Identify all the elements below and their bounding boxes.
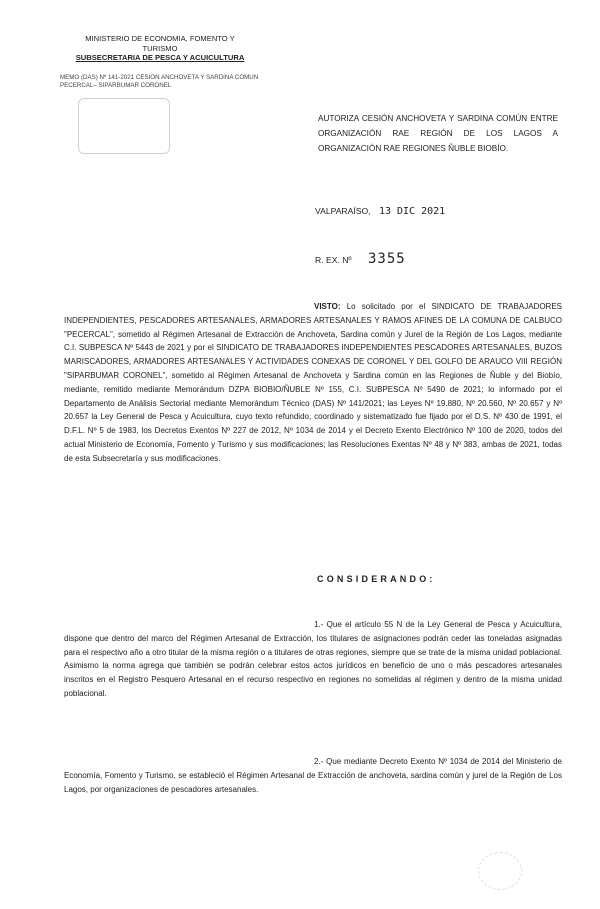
visto-label: VISTO: [314, 302, 341, 311]
memo-reference: MEMO (DAS) Nº 141-2021 CESION ANCHOVETA Y SARDINA COMUN PECERCAL– SIPARBUMAR CORONEL [60, 74, 259, 89]
faded-stamp [78, 98, 170, 154]
resolution-number: 3355 [367, 251, 406, 267]
resolution-subject: AUTORIZA CESIÓN ANCHOVETA Y SARDINA COMÚN ENTRE ORGANIZACIÓN RAE REGIÓN DE LOS LAGOS A ORGANIZACIÓN RAE REGIONES ÑUBLE BIOBÍO. [318, 114, 558, 153]
ministry-line-1: MINISTERIO DE ECONOMIA, FOMENTO Y [85, 34, 235, 43]
considerando-paragraph-1: 1.- Que el artículo 55 N de la Ley General de Pesca y Acuicultura, dispone que dentro del marco del Régimen Artesanal de Extracción, los titulares de asignaciones podrán ceder las toneladas asignadas para el respectivo año a otro titular de la misma región o a titulares de otras regiones, siempre que se trate de la misma unidad poblacional. Asimismo la norma agrega que también se podrán celebrar estos actos jurídicos en beneficio de uno o más pescadores artesanales inscritos en el Registro Pesquero Artesanal en el recurso respectivo en regiones no sometidas al régimen y dentro de la misma unidad poblacional. [64, 620, 562, 698]
subsecretaria-line: SUBSECRETARIA DE PESCA Y ACUICULTURA [75, 53, 245, 62]
visto-text: Lo solicitado por el SINDICATO DE TRABAJADORES INDEPENDIENTES, PESCADORES ARTESANALES, ARMADORES ARTESANALES Y RAMOS AFINES DE LA COMUNA DE CALBUCO "PECERCAL", sometido al Régimen Artesanal de Extracción de Anchoveta, Sardina común y Jurel de la Región de Los Lagos, mediante C.I. SUBPESCA Nº 5443 de 2021 y por el SINDICATO DE TRABAJADORES INDEPENDIENTES PESCADORES ARTESANALES, BUZOS MARISCADORES, ARMADORES ARTESANALES Y ACTIVIDADES CONEXAS DE CORONEL Y DEL GOLFO DE ARAUCO VIII REGIÓN "SIPARBUMAR CORONEL", sometido al Régimen Artesanal de Anchoveta y Sardina común en las Regiones de Ñuble y del Biobío, mediante, remitido mediante Memorándum DZPA BIOBIO/ÑUBLE Nº 155, C.I. SUBPESCA Nº 5490 de 2021; lo informado por el Departamento de Análisis Sectorial mediante Memorándum Técnico (DAS) Nº 141/2021; las Leyes Nº 19.880, Nº 20.560, Nº 20.657 y Nº 20.657 la Ley General de Pesca y Acuicultura, cuyo texto refundido, coordinado y sistematizado fue fijado por el D.S. Nº 430 de 1991, el D.F.L. Nº 5 de 1983, los Decretos Exentos Nº 227 de 2012, Nº 1034 de 2014 y el Decreto Exento Electrónico Nº 100 de 2020, todos del actual Ministerio de Economía, Fomento y Turismo y sus modificaciones; las Resoluciones Exentas Nº 48 y Nº 383, ambas de 2021, todas de esta Subsecretaría y sus modificaciones. [64, 302, 562, 463]
visto-paragraph [64, 300, 562, 466]
resolution-number-line [315, 251, 406, 267]
ministry-line-2: TURISMO [142, 43, 178, 53]
considerando-heading: CONSIDERANDO: [317, 574, 436, 584]
place: VALPARAÍSO, [315, 206, 371, 216]
page-mark [478, 852, 522, 890]
date-stamp: 13 DIC 2021 [378, 206, 446, 217]
considerando-paragraph-2: 2.- Que mediante Decreto Exento Nº 1034 de 2014 del Ministerio de Economía, Fomento y Turismo, se estableció el Régimen Artesanal de Extracción de anchoveta, sardina común y jurel de la Región de Los Lagos, por organizaciones de pescadores artesanales. [64, 757, 562, 794]
ministry-header [60, 34, 260, 89]
resolution-label: R. EX. Nº [315, 255, 352, 265]
place-date [315, 206, 445, 217]
